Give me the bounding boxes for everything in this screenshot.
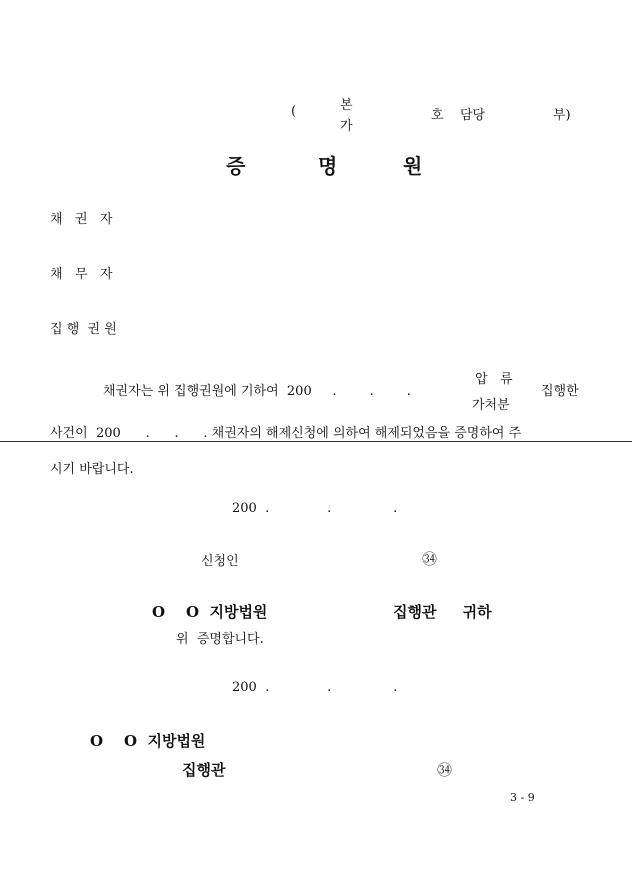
option-injunction: 가처분	[472, 398, 510, 413]
applicant-label: 신청인	[201, 554, 239, 569]
title-char-2: 명	[318, 154, 338, 178]
body-line-2: 사건이 200 . . . 채권자의 해제신청에 의하여 해제되었음을 증명하여 주	[50, 426, 522, 441]
body-line-1: 채권자는 위 집행권원에 기하여 200 . . .	[103, 384, 411, 399]
application-date: 200 . . .	[232, 501, 398, 516]
footer-officer: 집행관	[182, 761, 226, 779]
execution-title-label: 집 행 권 원	[50, 322, 117, 337]
header-type-bottom: 가	[340, 119, 353, 134]
header-bu-close: 부)	[553, 108, 571, 123]
debtor-label: 채 무 자	[50, 267, 113, 282]
court-name: O O 지방법원	[152, 603, 268, 621]
page-number: 3 - 9	[510, 791, 535, 804]
header-type-top: 본	[340, 98, 353, 113]
option-seizure: 압 류	[475, 372, 513, 387]
officer-addressee: 집행관 귀하	[393, 603, 492, 621]
title-char-3: 원	[403, 154, 423, 178]
title-char-1: 증	[226, 154, 246, 178]
footer-court-name: O O 지방법원	[90, 732, 206, 750]
header-open-paren: (	[291, 104, 297, 119]
creditor-label: 채 권 자	[50, 212, 113, 227]
body-line-1-end: 집행한	[541, 384, 579, 399]
certify-text: 위 증명합니다.	[176, 632, 264, 647]
applicant-seal: ㉞	[422, 550, 438, 568]
header-dept-label: 담당	[460, 108, 486, 123]
horizontal-rule	[0, 441, 632, 442]
body-line-3: 시기 바랍니다.	[50, 462, 134, 477]
certification-date: 200 . . .	[232, 680, 398, 695]
officer-seal: ㉞	[437, 761, 453, 779]
header-ho-label: 호	[431, 108, 444, 123]
